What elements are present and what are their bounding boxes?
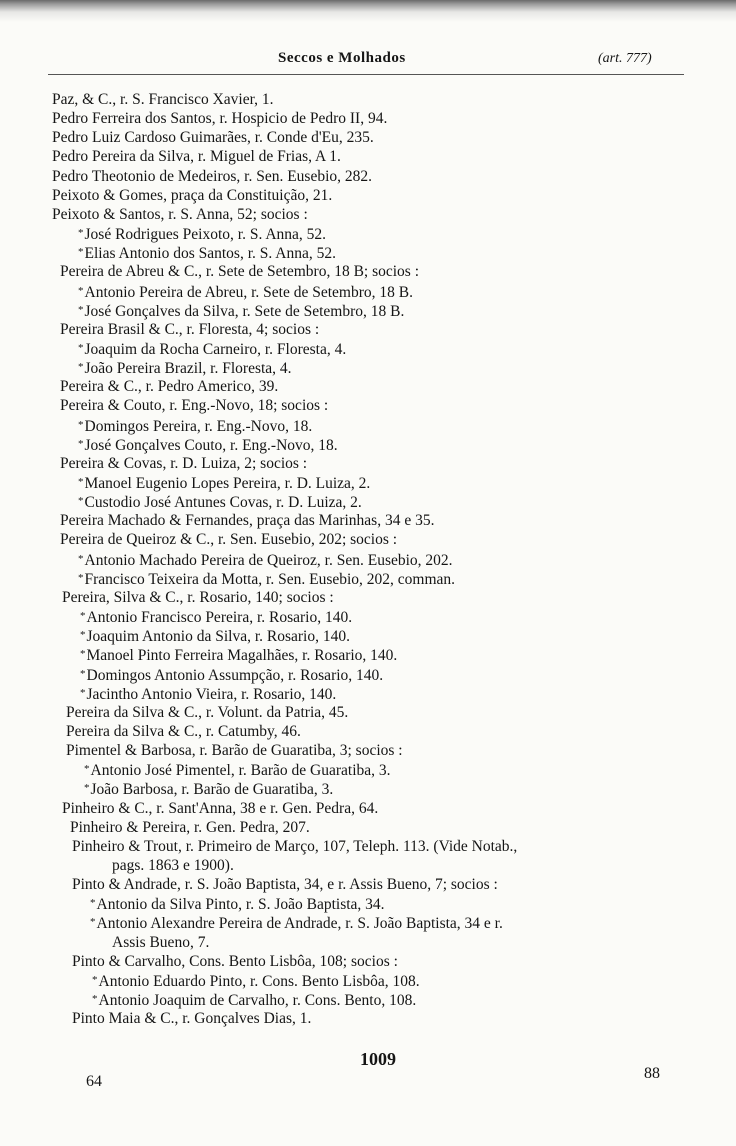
entry-text: Antonio Francisco Pereira, r. Rosario, 140. [86,609,353,627]
partner-entry [80,665,383,685]
page-number: 1009 [360,1049,396,1069]
partner-entry [80,607,352,627]
firm-entry [66,703,348,722]
partner-entry [78,339,346,359]
partner-entry [78,473,370,493]
partner-marker-icon: * [90,916,96,929]
firm-entry [72,952,398,971]
entry-text: Joaquim Antonio da Silva, r. Rosario, 140. [86,628,350,646]
partner-marker-icon: * [80,667,86,680]
scan-top-edge [0,0,736,22]
partner-entry [90,913,503,933]
firm-entry [70,818,310,837]
partner-marker-icon: * [84,763,90,776]
partner-marker-icon: * [78,303,84,316]
partner-entry [80,626,350,646]
partner-marker-icon: * [78,246,84,259]
entry-text: Peixoto & Gomes, praça da Constituição, 21. [52,186,333,204]
entry-text: João Pereira Brazil, r. Floresta, 4. [84,360,292,378]
firm-entry [112,856,234,875]
footer-left-number: 64 [86,1073,102,1090]
entry-text: Pereira & Covas, r. D. Luiza, 2; socios : [60,454,308,472]
partner-marker-icon: * [78,341,84,354]
firm-entry [112,933,209,952]
partner-marker-icon: * [80,629,86,642]
firm-entry [62,588,334,607]
firm-entry [52,205,308,224]
partner-marker-icon: * [78,495,84,508]
entry-text: Pereira da Silva & C., r. Catumby, 46. [66,722,301,740]
entry-text: Antonio José Pimentel, r. Barão de Guaratiba, 3. [90,762,391,780]
entry-text: Jacintho Antonio Vieira, r. Rosario, 140. [86,685,337,703]
entry-text: José Gonçalves da Silva, r. Sete de Setembro, 18 B. [84,302,405,320]
partner-entry [84,779,333,799]
partner-entry [78,569,455,589]
firm-entry [60,511,434,530]
entry-text: Pedro Theotonio de Medeiros, r. Sen. Eusebio, 282. [52,167,373,185]
entry-text: Pedro Ferreira dos Santos, r. Hospicio de Pedro II, 94. [52,110,388,128]
entry-text: Pereira de Abreu & C., r. Sete de Setembro, 18 B; socios : [60,263,420,281]
entry-text: Pereira & C., r. Pedro Americo, 39. [60,378,279,396]
entry-text: Pinto Maia & C., r. Gonçalves Dias, 1. [72,1010,312,1028]
entry-text: Francisco Teixeira da Motta, r. Sen. Eusebio, 202, comman. [84,570,456,588]
partner-marker-icon: * [92,973,98,986]
firm-entry [60,262,419,281]
entry-text: Assis Bueno, 7. [112,933,210,951]
partner-marker-icon: * [90,897,96,910]
entry-text: Antonio da Silva Pinto, r. S. João Baptista, 34. [96,896,385,914]
footer-right-number: 88 [644,1065,660,1082]
partner-entry [78,416,312,436]
partner-entry [90,894,385,914]
entry-text: Antonio Eduardo Pinto, r. Cons. Bento Lisbôa, 108. [98,972,420,990]
partner-marker-icon: * [78,227,84,240]
entry-text: Pereira Brasil & C., r. Floresta, 4; socios : [60,320,320,338]
partner-marker-icon: * [80,610,86,623]
entry-text: José Gonçalves Couto, r. Eng.-Novo, 18. [84,436,338,454]
firm-entry [52,186,332,205]
partner-entry [78,282,413,302]
partner-marker-icon: * [78,418,84,431]
partner-marker-icon: * [84,782,90,795]
entry-text: José Rodrigues Peixoto, r. S. Anna, 52. [84,226,327,244]
partner-marker-icon: * [92,993,98,1006]
firm-entry [52,90,274,109]
partner-marker-icon: * [78,437,84,450]
entry-text: Domingos Antonio Assumpção, r. Rosario, 140. [86,666,384,684]
entry-text: Pinheiro & Trout, r. Primeiro de Março, 107, Teleph. 113. (Vide Notab., [72,837,518,855]
partner-marker-icon: * [78,476,84,488]
entry-text: Pereira Machado & Fernandes, praça das Marinhas, 34 e 35. [60,512,435,530]
entry-text: Elias Antonio dos Santos, r. S. Anna, 52. [84,245,336,263]
partner-entry [92,971,420,991]
partner-marker-icon: * [78,361,84,374]
header-rule [48,74,684,75]
entry-text: Manoel Eugenio Lopes Pereira, r. D. Luiza, 2. [84,475,371,492]
partner-marker-icon: * [80,686,86,699]
entry-text: Pimentel & Barbosa, r. Barão de Guaratiba, 3; socios : [66,742,403,760]
partner-entry [78,358,292,378]
partner-entry [80,684,336,704]
page-header [0,50,736,70]
firm-entry [60,396,328,415]
partner-marker-icon: * [80,648,86,661]
partner-entry [78,435,338,455]
entry-text: Antonio Pereira de Abreu, r. Sete de Setembro, 18 B. [84,283,413,301]
entry-text: Antonio Machado Pereira de Queiroz, r. Sen. Eusebio, 202. [84,551,453,569]
entry-text: Pereira de Queiroz & C., r. Sen. Eusebio, 202; socios : [60,531,398,549]
partner-entry [78,550,453,570]
partner-entry [78,224,326,244]
partner-marker-icon: * [78,552,84,565]
firm-entry [60,377,278,396]
entry-text: Custodio José Antunes Covas, r. D. Luiza, 2. [84,494,362,512]
firm-entry [52,167,372,186]
partner-entry [78,301,404,321]
entry-text: Pinto & Andrade, r. S. João Baptista, 34, e r. Assis Bueno, 7; socios : [72,876,498,894]
partner-marker-icon: * [78,284,84,297]
firm-entry [60,320,319,339]
entry-text: Pinheiro & C., r. Sant'Anna, 38 e r. Gen. Pedra, 64. [62,799,379,817]
entry-text: Pereira da Silva & C., r. Volunt. da Patria, 45. [66,703,349,721]
firm-entry [60,530,397,549]
firm-entry [62,799,378,818]
entry-text: Peixoto & Santos, r. S. Anna, 52; socios : [52,205,308,223]
section-title: Seccos e Molhados [278,50,406,66]
firm-entry [60,454,307,473]
entry-text: Joaquim da Rocha Carneiro, r. Floresta, 4. [84,340,347,358]
entry-text: Pedro Pereira da Silva, r. Miguel de Frias, A 1. [52,148,341,166]
firm-entry [66,741,403,760]
entry-text: Pereira, Silva & C., r. Rosario, 140; socios : [62,588,334,606]
partner-entry [78,492,362,512]
entry-text: pags. 1863 e 1900). [112,857,234,874]
firm-entry [72,1009,311,1028]
firm-entry [72,837,517,856]
entry-text: Manoel Pinto Ferreira Magalhães, r. Rosario, 140. [86,647,398,665]
partner-entry [92,990,416,1010]
firm-entry [66,722,301,741]
article-reference: (art. 777) [598,51,652,66]
partner-entry [84,760,391,780]
firm-entry [52,109,387,128]
entry-text: Pinto & Carvalho, Cons. Bento Lisbôa, 108; socios : [72,952,398,970]
firm-entry [72,875,498,894]
entry-text: Pinheiro & Pereira, r. Gen. Pedra, 207. [70,818,310,836]
firm-entry [52,147,341,166]
partner-entry [78,243,336,263]
entry-text: Pereira & Couto, r. Eng.-Novo, 18; socios : [60,397,329,415]
entry-text: Paz, & C., r. S. Francisco Xavier, 1. [52,91,274,108]
entry-text: Antonio Alexandre Pereira de Andrade, r. S. João Baptista, 34 e r. [96,915,503,933]
entry-text: Domingos Pereira, r. Eng.-Novo, 18. [84,417,313,435]
entry-text: Pedro Luiz Cardoso Guimarães, r. Conde d'Eu, 235. [52,129,374,147]
firm-entry [52,128,374,147]
partner-marker-icon: * [78,571,84,584]
entry-text: Antonio Joaquim de Carvalho, r. Cons. Bento, 108. [98,992,417,1010]
partner-entry [80,645,397,665]
entry-text: João Barbosa, r. Barão de Guaratiba, 3. [90,781,334,799]
